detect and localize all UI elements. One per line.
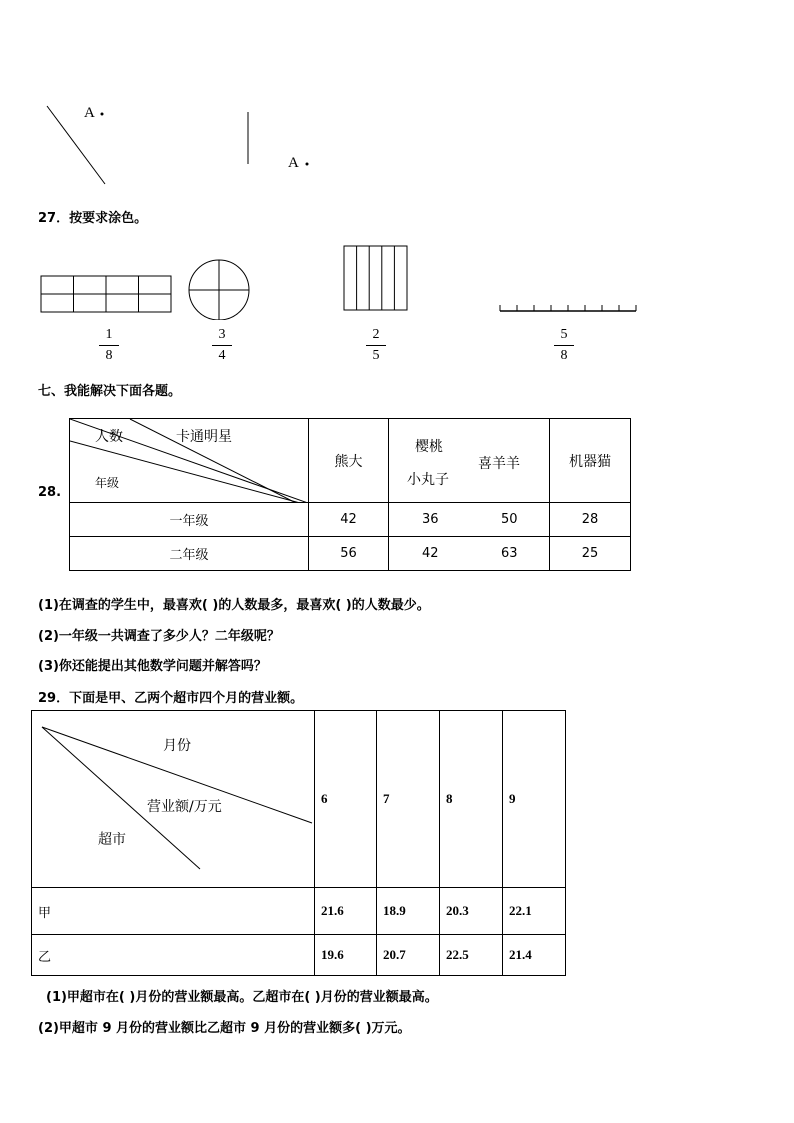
q28-col-xiyangyang: 喜羊羊 <box>478 456 520 472</box>
q29-header-revenue: 营业额/万元 <box>147 799 222 815</box>
circle-quarters <box>189 260 249 320</box>
q28-col-cherry <box>389 419 550 503</box>
fraction-5-8: 5 8 <box>552 327 576 364</box>
q29-header-month: 月份 <box>163 738 191 754</box>
q28-col-doraemon: 机器猫 <box>550 419 631 503</box>
fraction-1-8: 1 8 <box>97 327 121 364</box>
q29-question-1: (1)甲超市在( )月份的营业额最高。乙超市在( )月份的营业额最高。 <box>46 990 438 1005</box>
q29-col-month: 6 <box>315 711 377 888</box>
q28-cell-pair <box>389 503 550 537</box>
q29-table <box>31 710 566 976</box>
q28-col-xiongda: 熊大 <box>309 419 389 503</box>
q28-table <box>69 418 631 571</box>
q27-title: 27．按要求涂色。 <box>38 211 148 226</box>
point-a-left <box>101 113 104 116</box>
q29-cell: 21.6 <box>315 888 377 935</box>
q28-header-cartoon: 卡通明星 <box>176 429 232 445</box>
rect-fifths <box>344 246 407 310</box>
q28-row-label-1: 一年级 <box>70 503 309 537</box>
q28-number: 28. <box>38 485 62 500</box>
q28-cell-pair <box>389 537 550 571</box>
point-a-right <box>306 163 309 166</box>
q28-col-cherry-1: 樱桃 <box>415 439 443 455</box>
q27-shapes <box>0 240 794 320</box>
q29-header-store: 超市 <box>98 832 126 848</box>
q28-cell: 25 <box>550 537 631 571</box>
q29-cell: 22.1 <box>503 888 566 935</box>
rect-eighths <box>41 276 171 312</box>
q28-question-3: (3)你还能提出其他数学问题并解答吗？ <box>38 659 267 674</box>
q29-diagonal-header <box>32 711 315 888</box>
q28-header-people: 人数 <box>95 429 123 445</box>
q29-cell: 21.4 <box>503 935 566 976</box>
q29-row-label-jia: 甲 <box>32 888 315 935</box>
q28-cell: 42 <box>422 546 439 561</box>
q28-question-2: (2)一年级一共调查了多少人？二年级呢？ <box>38 629 280 644</box>
slanted-line <box>47 106 105 184</box>
q29-col-month: 8 <box>440 711 503 888</box>
top-figures <box>0 90 794 200</box>
q28-row-label-2: 二年级 <box>70 537 309 571</box>
q29-cell: 18.9 <box>377 888 440 935</box>
q28-cell: 36 <box>422 512 439 527</box>
q28-question-1: (1)在调查的学生中，最喜欢( )的人数最多，最喜欢( )的人数最少。 <box>38 598 430 613</box>
q28-cell: 50 <box>501 512 518 527</box>
q29-cell: 19.6 <box>315 935 377 976</box>
q28-header-grade: 年级 <box>95 476 120 490</box>
point-label-left: A <box>84 105 95 121</box>
point-label-right: A <box>288 155 299 171</box>
fraction-3-4: 3 4 <box>210 327 234 364</box>
q29-col-month: 9 <box>503 711 566 888</box>
q28-cell: 42 <box>309 503 389 537</box>
q29-question-2: (2)甲超市 9 月份的营业额比乙超市 9 月份的营业额多( )万元。 <box>38 1021 411 1036</box>
q28-cell: 63 <box>501 546 518 561</box>
segment-eighths <box>500 305 636 311</box>
fraction-2-5: 2 5 <box>364 327 388 364</box>
q29-col-month: 7 <box>377 711 440 888</box>
q29-row-label-yi: 乙 <box>32 935 315 976</box>
q29-cell: 20.7 <box>377 935 440 976</box>
q29-cell: 20.3 <box>440 888 503 935</box>
q28-col-cherry-2: 小丸子 <box>407 472 449 488</box>
q29-cell: 22.5 <box>440 935 503 976</box>
q28-diagonal-header <box>70 419 309 503</box>
q28-cell: 28 <box>550 503 631 537</box>
section-7-title: 七、我能解决下面各题。 <box>38 384 182 399</box>
q29-title: 29．下面是甲、乙两个超市四个月的营业额。 <box>38 691 304 706</box>
q28-cell: 56 <box>309 537 389 571</box>
